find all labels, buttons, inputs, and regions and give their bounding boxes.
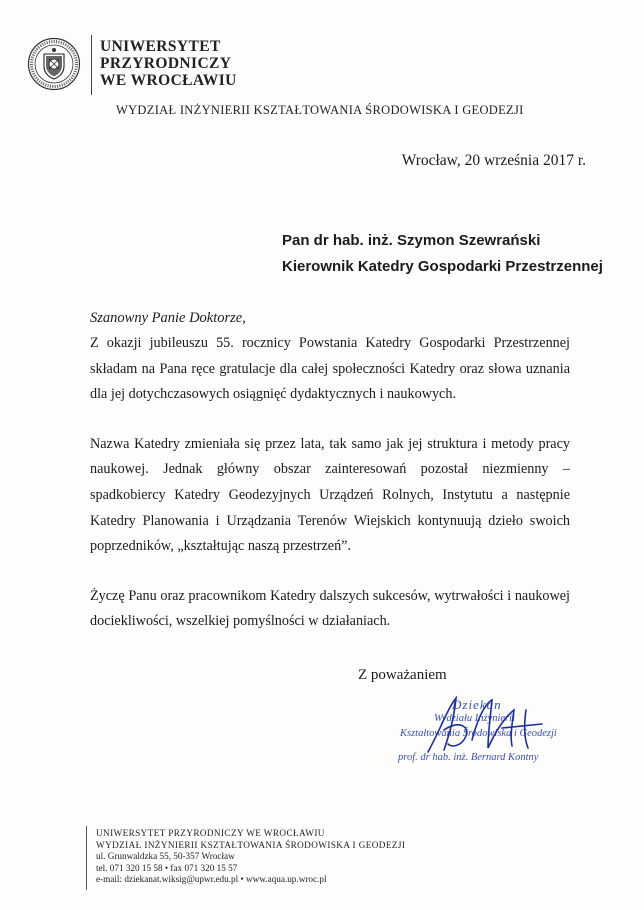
faculty-name: WYDZIAŁ INŻYNIERII KSZTAŁTOWANIA ŚRODOWISKA I GEODEZJI xyxy=(116,103,524,117)
footer-contact: e-mail: dziekanat.wiksig@upwr.edu.pl • www.aqua.up.wroc.pl xyxy=(96,874,327,884)
closing: Z poważaniem xyxy=(358,667,447,683)
stamp-line-2: Wydziału Inżynierii xyxy=(434,713,515,724)
university-line-2: PRZYRODNICZY xyxy=(100,55,232,72)
paragraph-1: Z okazji jubileuszu 55. rocznicy Powstania Katedry Gospodarki Przestrzennej składam na Pana ręce gratulacje dla całej społeczności Katedry oraz słowa uznania dla jej dotychczasowych osiągnięć dydaktycznych i naukowych. xyxy=(90,335,570,403)
place-date: Wrocław, 20 września 2017 r. xyxy=(401,152,586,169)
recipient-title: Kierownik Katedry Gospodarki Przestrzennej xyxy=(282,258,603,275)
university-name xyxy=(100,38,237,89)
university-line-3: WE WROCŁAWIU xyxy=(100,72,237,89)
footer-university: UNIWERSYTET PRZYRODNICZY WE WROCŁAWIU xyxy=(96,828,325,838)
footer-phone: tel. 071 320 15 58 • fax 071 320 15 57 xyxy=(96,862,238,873)
salutation: Szanowny Panie Doktorze, xyxy=(90,310,246,326)
paragraph-2: Nazwa Katedry zmieniała się przez lata, tak samo jak jej struktura i metody pracy naukowej. Jednak główny obszar zainteresowań pozostał niezmienny – spadkobiercy Katedry Geodezyjnych Urządzeń Rolnych, Instytutu a następnie Katedry Planowania i Urządzania Terenów Wiejskich kontynuują dzieło swoich poprzedników, „kształtując naszą przestrzeń”. xyxy=(90,435,570,555)
university-seal-icon xyxy=(27,37,81,91)
letter-body xyxy=(90,331,570,659)
footer-divider xyxy=(86,826,87,890)
recipient-block xyxy=(282,228,603,280)
handwritten-signature xyxy=(418,690,558,760)
paragraph-3: Życzę Panu oraz pracownikom Katedry dalszych sukcesów, wytrwałości i naukowej dociekliwości, wszelkiej pomyślności w działaniach. xyxy=(90,587,570,630)
header-divider xyxy=(91,35,92,95)
stamp-line-1: Dziekan xyxy=(452,697,502,712)
recipient-name: Pan dr hab. inż. Szymon Szewrański xyxy=(282,232,541,249)
footer-faculty: WYDZIAŁ INŻYNIERII KSZTAŁTOWANIA ŚRODOWISKA I GEODEZJI xyxy=(96,839,406,850)
university-line-1: UNIWERSYTET xyxy=(100,38,221,55)
stamp-line-4: prof. dr hab. inż. Bernard Kontny xyxy=(398,752,539,763)
footer-address: ul. Grunwaldzka 55, 50-357 Wrocław xyxy=(96,851,235,861)
footer xyxy=(96,828,405,886)
stamp-line-3: Kształtowania Środowiska i Geodezji xyxy=(400,728,557,739)
